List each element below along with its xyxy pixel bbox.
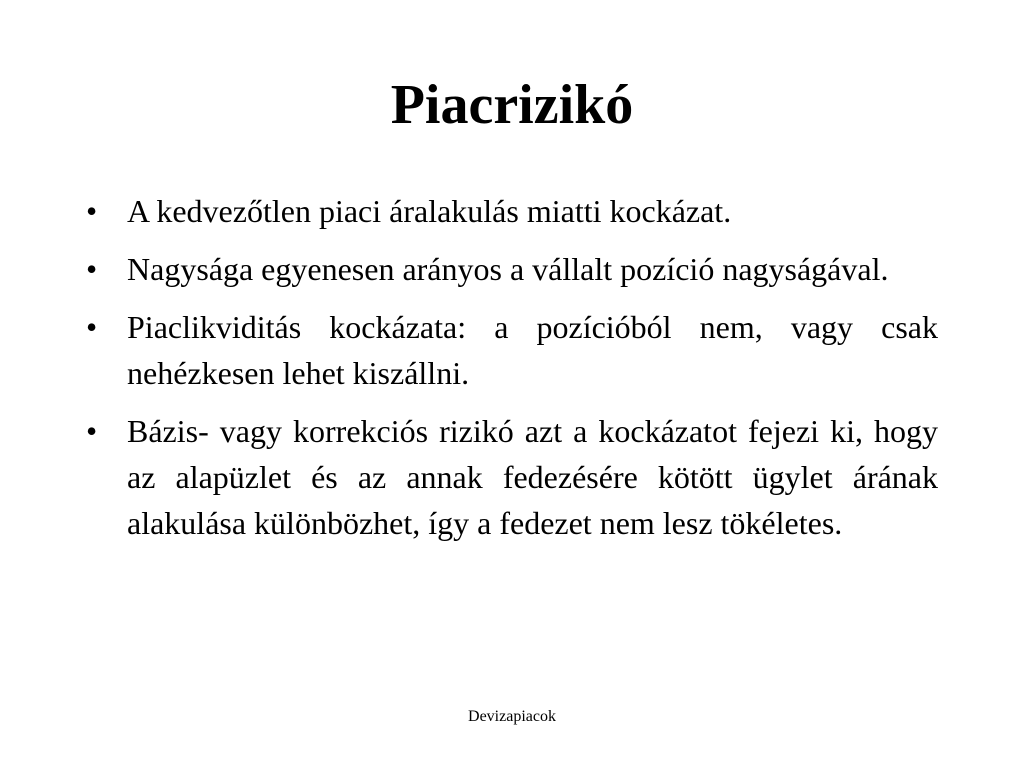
bullet-text: A kedvezőtlen piaci áralakulás miatti kockázat. bbox=[127, 193, 732, 229]
bullet-icon: • bbox=[86, 193, 98, 229]
slide-footer: Devizapiacok bbox=[468, 708, 556, 725]
bullet-icon: • bbox=[86, 413, 98, 449]
bullet-icon: • bbox=[86, 251, 98, 287]
bullet-item bbox=[86, 304, 938, 396]
bullet-text: Piaclikviditás kockázata: a pozícióból nem, vagy csak nehézkesen lehet kiszállni. bbox=[127, 309, 938, 391]
bullet-text: Nagysága egyenesen arányos a vállalt pozíció nagyságával. bbox=[127, 251, 889, 287]
bullet-list bbox=[86, 188, 938, 558]
slide-title: Piacrizikó bbox=[390, 74, 634, 136]
bullet-item bbox=[86, 246, 938, 292]
bullet-item bbox=[86, 188, 938, 234]
bullet-item bbox=[86, 408, 938, 546]
bullet-text: Bázis- vagy korrekciós rizikó azt a kockázatot fejezi ki, hogy az alapüzlet és az annak fedezésére kötött ügylet árának alakulása különbözhet, így a fedezet nem lesz tökéletes. bbox=[127, 413, 938, 541]
bullet-icon: • bbox=[86, 309, 98, 345]
